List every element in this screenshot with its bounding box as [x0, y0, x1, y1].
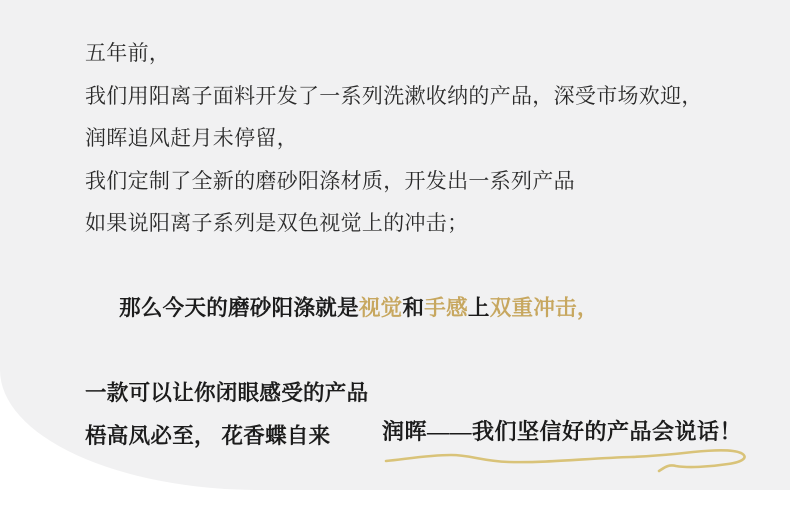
gold-highlight-word: 手感 — [424, 296, 468, 320]
hand-drawn-underline-icon — [381, 447, 753, 479]
text-segment: 那么今天的磨砂阳涤就是 — [119, 296, 359, 320]
paragraph-line: 一款可以让你闭眼感受的产品 — [85, 381, 369, 405]
gold-highlight-word: 双重冲击， — [489, 296, 599, 320]
paragraph-line: 我们用阳离子面料开发了一系列洗漱收纳的产品，深受市场欢迎， — [85, 83, 703, 108]
paragraph-line-highlighted — [85, 245, 745, 373]
paragraph-line: 如果说阳离子系列是双色视觉上的冲击； — [85, 211, 469, 235]
paragraph-line: 梧高凤必至， 花香蝶自来 — [85, 423, 331, 448]
text-segment: 和 — [402, 296, 425, 320]
story-paragraph — [85, 32, 745, 457]
brand-tagline: 润晖——我们坚信好的产品会说话！ — [381, 419, 742, 444]
paragraph-line: 润晖追风赶月未停留， — [85, 126, 298, 150]
paragraph-line: 五年前， — [85, 41, 171, 65]
gold-highlight-word: 视觉 — [358, 296, 403, 320]
text-segment: 上 — [467, 296, 490, 320]
paragraph-line: 我们定制了全新的磨砂阳涤材质，开发出一系列产品 — [85, 168, 575, 193]
